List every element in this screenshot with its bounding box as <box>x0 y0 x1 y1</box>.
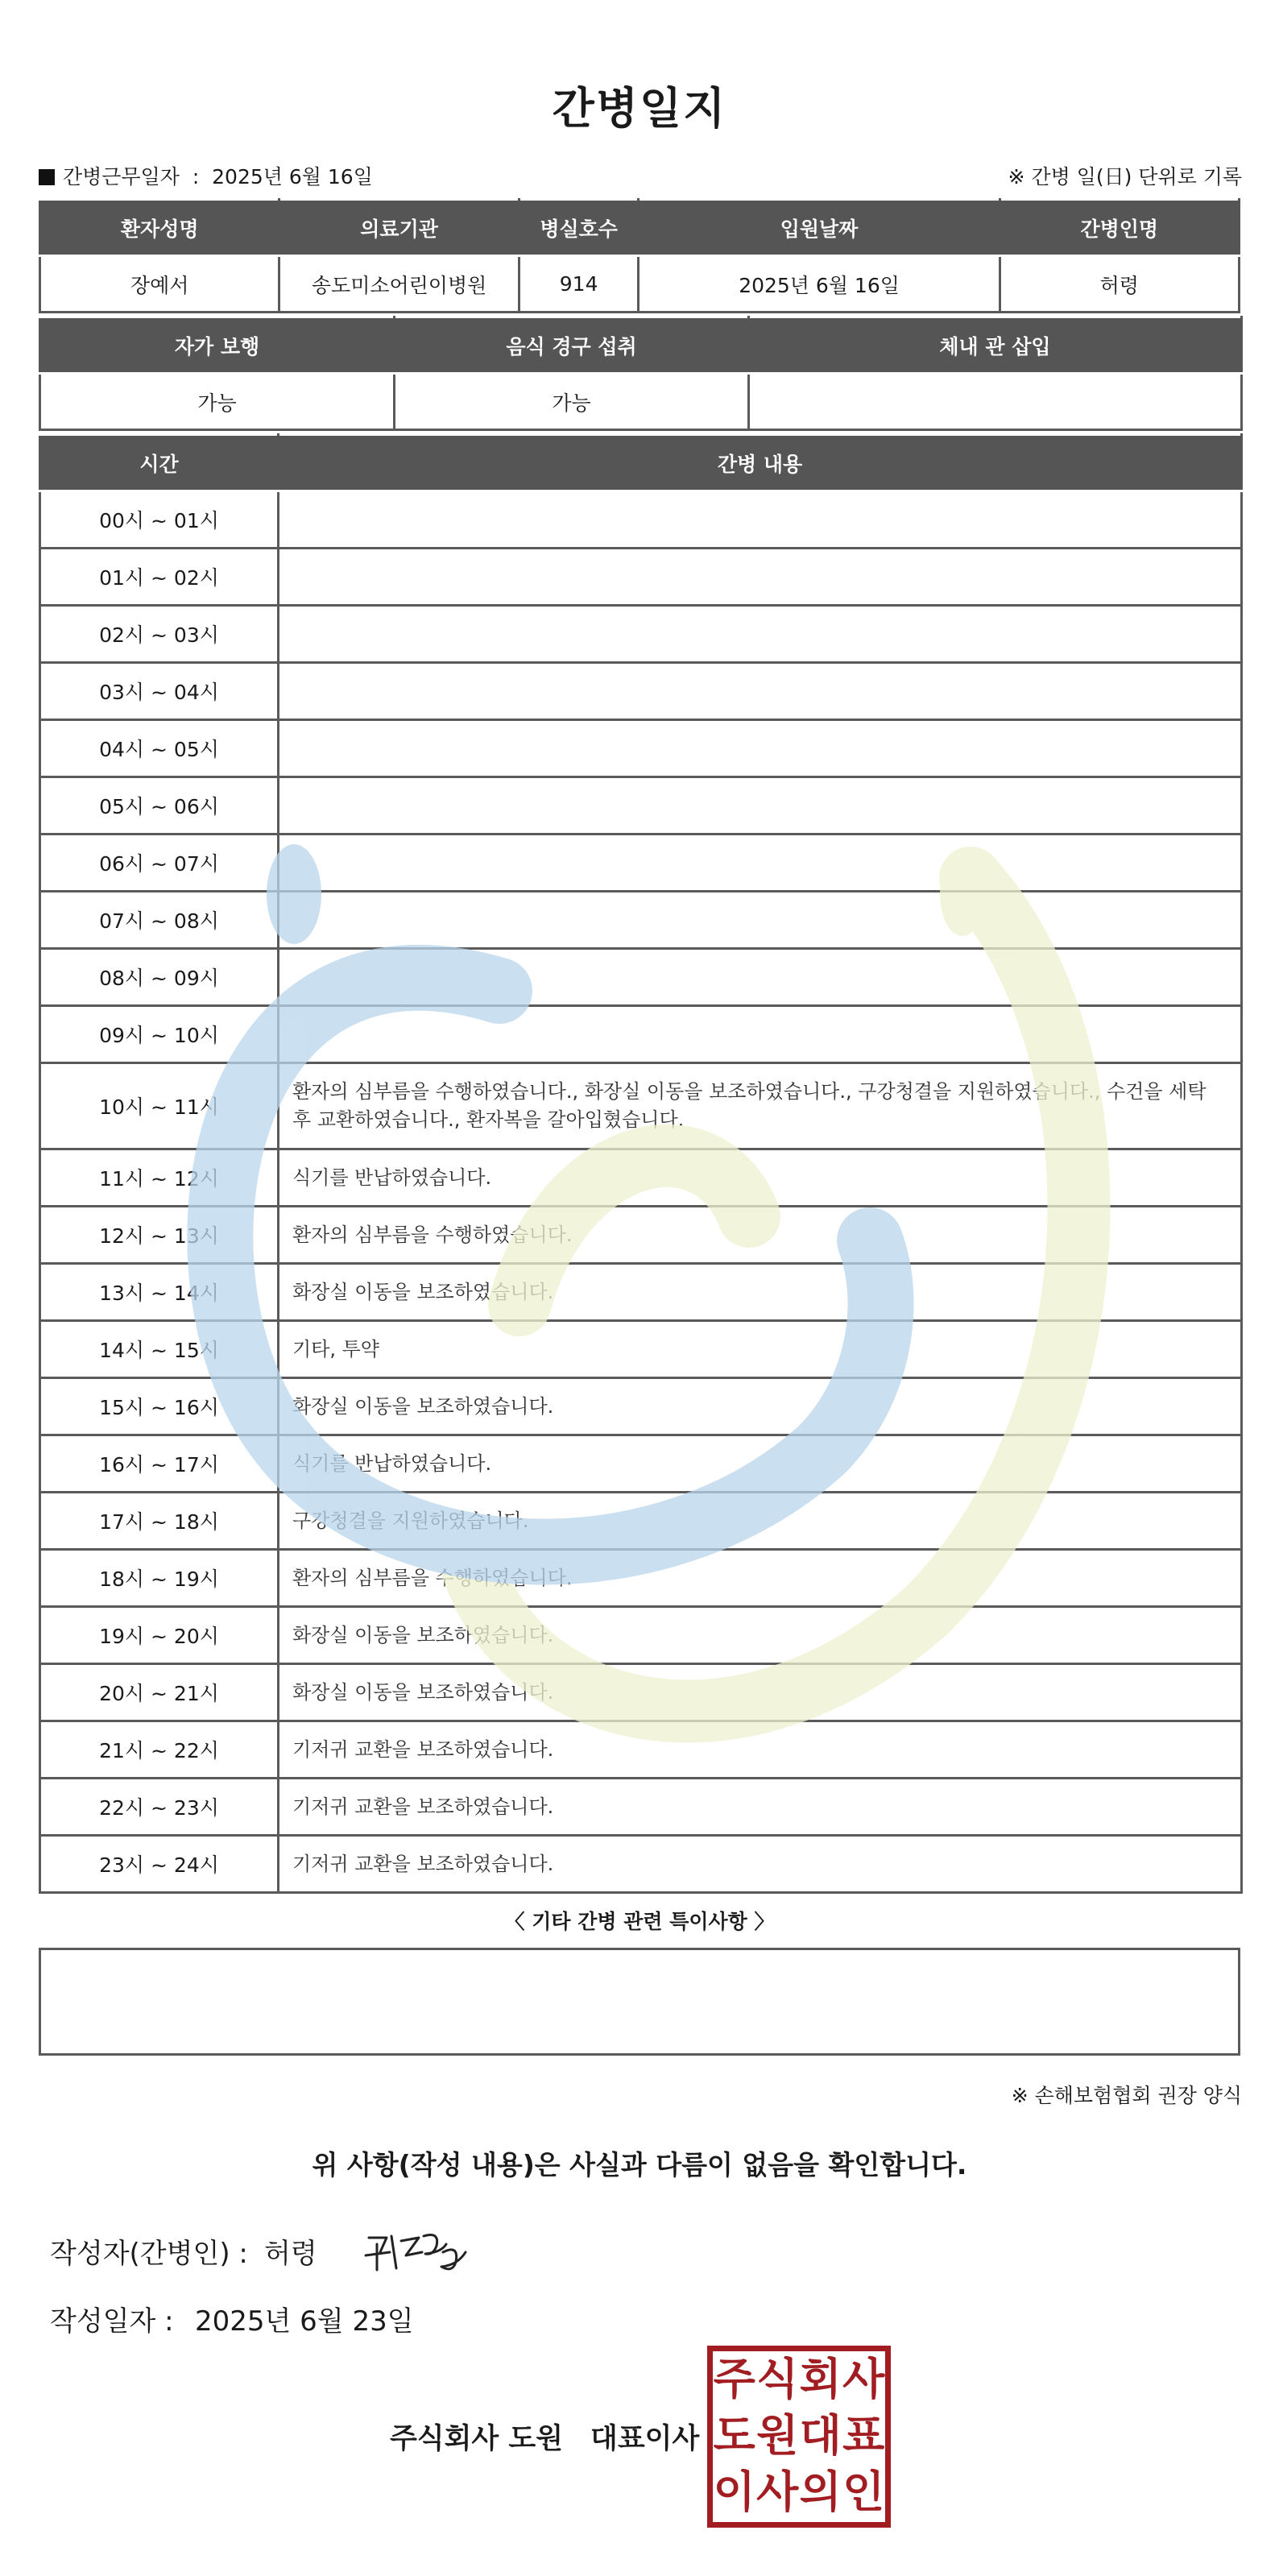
header-tube-insertion: 체내 관 삽입 <box>749 317 1242 374</box>
log-time: 11시 ~ 12시 <box>40 1149 279 1207</box>
seal-character: 대 <box>799 2410 842 2461</box>
log-row <box>40 606 1242 663</box>
seal-character: 사 <box>842 2354 885 2404</box>
oral-intake-value: 가능 <box>395 374 749 430</box>
log-time: 04시 ~ 05시 <box>40 720 279 777</box>
log-row <box>40 1149 1242 1207</box>
log-row <box>40 1607 1242 1664</box>
company-title: 대표이사 <box>590 2423 700 2455</box>
log-row <box>40 949 1242 1006</box>
seal-row <box>713 2351 885 2408</box>
log-row <box>40 1378 1242 1435</box>
seal-character: 회 <box>799 2354 842 2404</box>
log-time: 02시 ~ 03시 <box>40 606 279 663</box>
seal-character: 주 <box>713 2354 755 2404</box>
document-title: 간병일지 <box>552 83 727 134</box>
log-content: 기저귀 교환을 보조하였습니다. <box>279 1721 1242 1779</box>
log-time: 01시 ~ 02시 <box>40 549 279 606</box>
header-care-content: 간병 내용 <box>279 435 1242 491</box>
log-row <box>40 1721 1242 1779</box>
log-row <box>40 835 1242 892</box>
log-content: 기타, 투약 <box>279 1321 1242 1378</box>
seal-character: 의 <box>799 2466 842 2517</box>
seal-character: 표 <box>842 2410 885 2461</box>
log-row <box>40 1006 1242 1063</box>
log-row <box>40 1435 1242 1493</box>
patient-info-table <box>39 198 1240 313</box>
log-content <box>279 892 1242 949</box>
header-caregiver-name: 간병인명 <box>1000 200 1239 256</box>
log-content: 화장실 이동을 보조하였습니다. <box>279 1264 1242 1321</box>
log-content <box>279 549 1242 606</box>
writer-label: 작성자(간병인) : <box>50 2238 248 2270</box>
caregiver-name: 허령 <box>1000 256 1239 313</box>
log-content: 환자의 심부름을 수행하였습니다., 화장실 이동을 보조하였습니다., 구강청결을 지원하였습니다., 수건을 세탁 후 교환하였습니다., 환자복을 갈아입혔습니다. <box>279 1063 1242 1149</box>
log-content <box>279 835 1242 892</box>
log-time: 19시 ~ 20시 <box>40 1607 279 1664</box>
seal-character: 도 <box>713 2410 755 2461</box>
seal-character: 식 <box>756 2354 799 2404</box>
log-row <box>40 1264 1242 1321</box>
log-content <box>279 491 1242 549</box>
company-signature-line <box>390 2417 726 2457</box>
patient-status-table <box>39 316 1243 431</box>
header-room: 병실호수 <box>519 200 639 256</box>
write-date-label: 작성일자 : <box>50 2305 174 2338</box>
log-row <box>40 777 1242 835</box>
header-oral-intake: 음식 경구 섭취 <box>395 317 749 374</box>
log-content: 기저귀 교환을 보조하였습니다. <box>279 1836 1242 1893</box>
log-row <box>40 549 1242 606</box>
handwritten-signature <box>362 2220 491 2284</box>
log-time: 16시 ~ 17시 <box>40 1435 279 1493</box>
log-row <box>40 720 1242 777</box>
writer-name: 허령 <box>264 2238 317 2270</box>
special-notes-box <box>39 1948 1240 2056</box>
header-admission-date: 입원날짜 <box>639 200 1000 256</box>
company-name: 주식회사 도원 <box>390 2423 564 2455</box>
log-time: 08시 ~ 09시 <box>40 949 279 1006</box>
admission-date: 2025년 6월 16일 <box>639 256 1000 313</box>
form-note: ※ 손해보험협회 권장 양식 <box>1011 2084 1242 2107</box>
log-row <box>40 1493 1242 1550</box>
log-time: 12시 ~ 13시 <box>40 1207 279 1264</box>
log-content: 환자의 심부름을 수행하였습니다. <box>279 1550 1242 1607</box>
log-time: 07시 ~ 08시 <box>40 892 279 949</box>
log-time: 13시 ~ 14시 <box>40 1264 279 1321</box>
log-row <box>40 491 1242 549</box>
log-content <box>279 949 1242 1006</box>
header-hospital: 의료기관 <box>279 200 519 256</box>
log-time: 17시 ~ 18시 <box>40 1493 279 1550</box>
seal-character: 사 <box>756 2466 799 2517</box>
hospital-name: 송도미소어린이병원 <box>279 256 519 313</box>
work-date-value: 2025년 6월 16일 <box>212 165 373 188</box>
special-notes-label: 〈 기타 간병 관련 특이사항 〉 <box>504 1910 775 1933</box>
log-row <box>40 663 1242 720</box>
log-row <box>40 1321 1242 1378</box>
log-content: 화장실 이동을 보조하였습니다. <box>279 1607 1242 1664</box>
log-time: 10시 ~ 11시 <box>40 1063 279 1149</box>
header-time: 시간 <box>40 435 279 491</box>
log-content <box>279 663 1242 720</box>
log-content <box>279 1006 1242 1063</box>
log-row <box>40 1063 1242 1149</box>
log-time: 06시 ~ 07시 <box>40 835 279 892</box>
tube-insertion-value <box>749 374 1242 430</box>
log-time: 23시 ~ 24시 <box>40 1836 279 1893</box>
seal-character: 원 <box>756 2410 799 2461</box>
writer-line <box>50 2231 317 2271</box>
confirmation-statement: 위 사항(작성 내용)은 사실과 다름이 없음을 확인합니다. <box>312 2149 967 2180</box>
log-time: 15시 ~ 16시 <box>40 1378 279 1435</box>
patient-name: 장예서 <box>40 256 279 313</box>
hourly-care-log-table <box>39 433 1243 1894</box>
log-content: 기저귀 교환을 보조하였습니다. <box>279 1779 1242 1836</box>
log-row <box>40 1550 1242 1607</box>
log-content <box>279 720 1242 777</box>
header-self-walking: 자가 보행 <box>40 317 395 374</box>
square-bullet-icon <box>39 169 55 185</box>
log-row <box>40 1207 1242 1264</box>
log-time: 22시 ~ 23시 <box>40 1779 279 1836</box>
log-time: 00시 ~ 01시 <box>40 491 279 549</box>
write-date-value: 2025년 6월 23일 <box>195 2305 414 2338</box>
seal-character: 이 <box>713 2466 755 2517</box>
log-content: 구강청결을 지원하였습니다. <box>279 1493 1242 1550</box>
log-content: 식기를 반납하였습니다. <box>279 1149 1242 1207</box>
log-row <box>40 1836 1242 1893</box>
work-date <box>39 161 373 190</box>
log-time: 20시 ~ 21시 <box>40 1664 279 1721</box>
log-time: 18시 ~ 19시 <box>40 1550 279 1607</box>
company-seal-stamp <box>707 2346 891 2528</box>
work-date-label: 간병근무일자 <box>63 165 180 188</box>
log-time: 03시 ~ 04시 <box>40 663 279 720</box>
header-patient-name: 환자성명 <box>40 200 279 256</box>
seal-row <box>713 2464 885 2520</box>
log-time: 09시 ~ 10시 <box>40 1006 279 1063</box>
log-time: 21시 ~ 22시 <box>40 1721 279 1779</box>
self-walking-value: 가능 <box>40 374 395 430</box>
log-row <box>40 1664 1242 1721</box>
record-unit-note: ※ 간병 일(日) 단위로 기록 <box>1008 165 1242 188</box>
log-content <box>279 606 1242 663</box>
log-content: 화장실 이동을 보조하였습니다. <box>279 1378 1242 1435</box>
log-content: 식기를 반납하였습니다. <box>279 1435 1242 1493</box>
room-number: 914 <box>519 256 639 313</box>
log-content: 환자의 심부름을 수행하였습니다. <box>279 1207 1242 1264</box>
log-row <box>40 1779 1242 1836</box>
log-row <box>40 892 1242 949</box>
log-time: 05시 ~ 06시 <box>40 777 279 835</box>
log-time: 14시 ~ 15시 <box>40 1321 279 1378</box>
write-date-line <box>50 2299 414 2338</box>
seal-character: 인 <box>842 2466 885 2517</box>
log-content: 화장실 이동을 보조하였습니다. <box>279 1664 1242 1721</box>
seal-row <box>713 2408 885 2464</box>
log-content <box>279 777 1242 835</box>
work-date-separator: : <box>192 165 200 188</box>
